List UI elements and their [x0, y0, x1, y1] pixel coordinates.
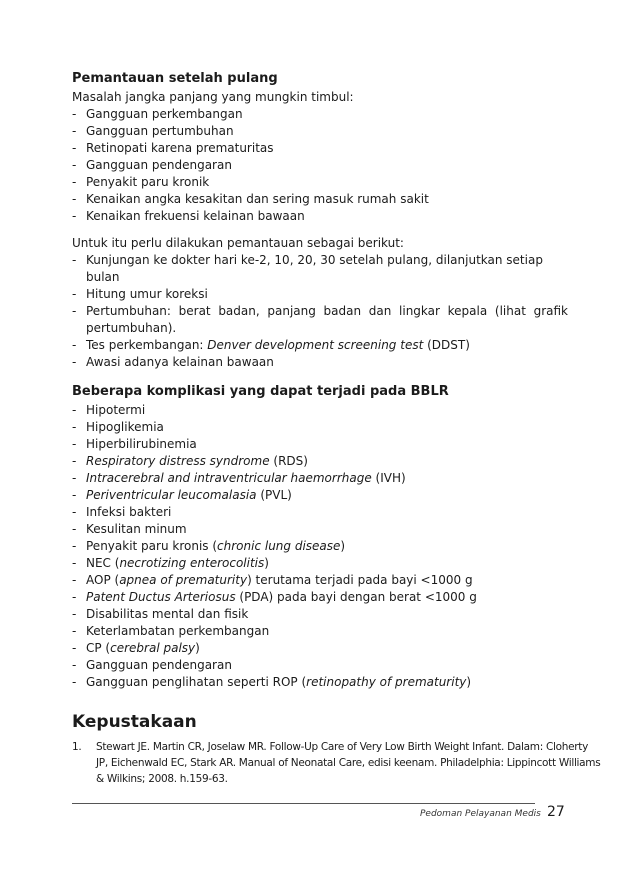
section-heading-pemantauan: Pemantauan setelah pulang	[72, 71, 278, 86]
list-item-text: )	[466, 675, 472, 689]
list-item-text: (IVH)	[371, 471, 406, 485]
list-item: - Retinopati karena prematuritas	[72, 140, 568, 157]
page-number: 27	[547, 804, 565, 820]
list-item	[72, 487, 568, 504]
list-item: - Infeksi bakteri	[72, 504, 568, 521]
reference-number: 1.	[72, 741, 82, 753]
list-item	[72, 555, 568, 572]
list-item	[72, 606, 568, 623]
list-item-text: Gangguan penglihatan seperti ROP (	[86, 675, 307, 689]
list-item-text: ) terutama terjadi pada bayi <1000 g	[247, 573, 473, 587]
list-item-text: Disabilitas mental dan fisik	[86, 607, 249, 621]
complication-list	[72, 402, 568, 623]
section-heading-komplikasi: Beberapa komplikasi yang dapat terjadi pada BBLR	[72, 384, 449, 399]
sublist-item: - Gangguan pendengaran	[72, 657, 568, 674]
list-item: - Awasi adanya kelainan bawaan	[72, 354, 568, 371]
reference-line: & Wilkins; 2008. h.159-63.	[96, 773, 228, 785]
list-item-text: (DDST)	[423, 338, 470, 352]
list-item: - Kenaikan frekuensi kelainan bawaan	[72, 208, 568, 225]
list-item	[72, 470, 568, 487]
list-item: - Kesulitan minum	[72, 521, 568, 538]
list-item: - Kunjungan ke dokter hari ke-2, 10, 20, 30 setelah pulang, dilanjutkan setiap bulan	[72, 252, 568, 286]
references-heading: Kepustakaan	[72, 712, 197, 732]
list-item-italic: chronic lung disease	[217, 539, 341, 553]
list-item-text: CP (	[86, 641, 111, 655]
list-item-italic: apnea of prematurity	[119, 573, 248, 587]
list-item-text: )	[264, 556, 269, 570]
list-item	[72, 337, 568, 354]
list-item-italic: Periventricular leucomalasia	[86, 488, 257, 502]
list-item-italic: Patent Ductus Arteriosus	[86, 590, 236, 604]
list-item-text: (RDS)	[269, 454, 308, 468]
list-item	[72, 453, 568, 470]
reference-item	[72, 739, 601, 787]
list-item-text: Tes perkembangan:	[86, 338, 208, 352]
list-item-italic: Respiratory distress syndrome	[86, 454, 270, 468]
list-item	[72, 303, 568, 337]
list-item: - Gangguan perkembangan	[72, 106, 568, 123]
sublist-item	[72, 674, 568, 691]
disability-sublist	[72, 623, 568, 691]
list-item	[72, 589, 568, 606]
list-item: - Penyakit paru kronik	[72, 174, 568, 191]
footer-title: Pedoman Pelayanan Medis	[420, 809, 541, 819]
list-item-italic: Denver development screening test	[207, 338, 424, 352]
sublist-item: - Keterlambatan perkembangan	[72, 623, 568, 640]
list-item: - Kenaikan angka kesakitan dan sering masuk rumah sakit	[72, 191, 568, 208]
list-item-text: pertumbuhan).	[86, 321, 177, 335]
reference-line: Stewart JE. Martin CR, Joselaw MR. Follow-Up Care of Very Low Birth Weight Infant. Dalam: Cloherty	[96, 741, 589, 753]
list-item-italic: cerebral palsy	[110, 641, 196, 655]
list-item-text: Penyakit paru kronis (	[86, 539, 218, 553]
section-intro: Masalah jangka panjang yang mungkin timbul:	[72, 90, 354, 104]
list-item-text: NEC (	[86, 556, 120, 570]
list-item-text: AOP (	[86, 573, 120, 587]
list-item: - Gangguan pendengaran	[72, 157, 568, 174]
list-item: - Hitung umur koreksi	[72, 286, 568, 303]
list-item-italic: necrotizing enterocolitis	[119, 556, 265, 570]
monitoring-list	[72, 252, 568, 371]
monitoring-intro: Untuk itu perlu dilakukan pemantauan sebagai berikut:	[72, 236, 404, 250]
list-item: - Gangguan pertumbuhan	[72, 123, 568, 140]
list-item-text: - Pertumbuhan: berat badan, panjang badan dan lingkar kepala (lihat grafik	[86, 304, 568, 318]
list-item-italic: Intracerebral and intraventricular haemorrhage	[86, 471, 372, 485]
list-item	[72, 572, 568, 589]
list-item-italic: retinopathy of prematurity	[306, 675, 467, 689]
list-item: - Hipotermi	[72, 402, 568, 419]
sublist-item	[72, 640, 568, 657]
reference-line: JP, Eichenwald EC, Stark AR. Manual of Neonatal Care, edisi keenam. Philadelphia: Lippincott Williams	[96, 757, 601, 769]
list-item-text: (PVL)	[256, 488, 292, 502]
footer-divider	[72, 803, 535, 804]
list-item-text: )	[195, 641, 200, 655]
list-item: - Hiperbilirubinemia	[72, 436, 568, 453]
list-item-text: (PDA) pada bayi dengan berat <1000 g	[235, 590, 477, 604]
list-item	[72, 538, 568, 555]
document-page	[72, 70, 601, 787]
list-item: - Hipoglikemia	[72, 419, 568, 436]
problem-list	[72, 106, 568, 225]
list-item-text: )	[340, 539, 346, 553]
